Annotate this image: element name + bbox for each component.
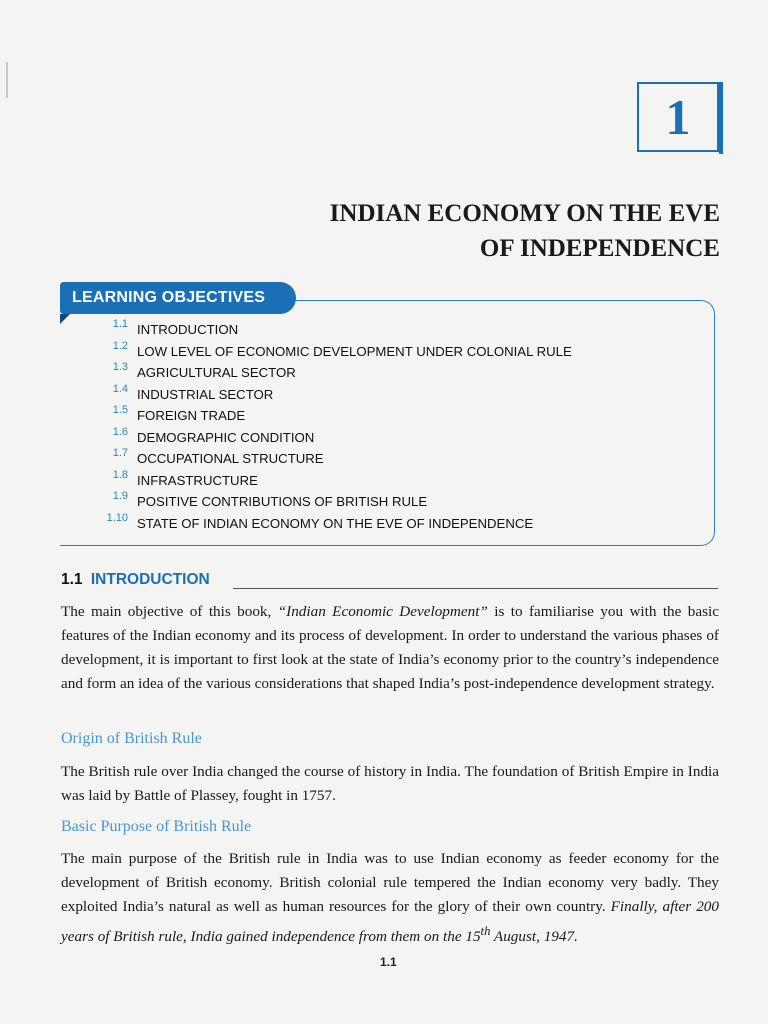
learning-objective-item [0, 447, 768, 469]
learning-objective-item [0, 469, 768, 491]
page-number: 1.1 [380, 955, 397, 969]
objective-text: INDUSTRIAL SECTOR [137, 386, 274, 402]
purpose-superscript: th [480, 924, 491, 938]
objective-text: STATE OF INDIAN ECONOMY ON THE EVE OF INDEPENDENCE [137, 515, 534, 531]
purpose-italic-end: August, 1947. [490, 928, 578, 946]
purpose-italic: Finally, after 200 years of British rule, India gained independence from them on the 15 [61, 898, 719, 946]
objective-number: 1.4 [112, 382, 128, 395]
purpose-heading: Basic Purpose of British Rule [61, 818, 252, 835]
objective-text: INTRODUCTION [137, 322, 239, 337]
learning-objective-item [0, 404, 768, 426]
objective-number: 1.1 [112, 318, 128, 330]
objective-number: 1.8 [112, 468, 128, 481]
objective-number: 1.6 [112, 425, 128, 438]
objective-text: AGRICULTURAL SECTOR [137, 365, 296, 380]
section-title: INTRODUCTION [90, 571, 210, 588]
learning-objective-item [0, 340, 768, 362]
learning-objective-item [0, 361, 768, 383]
purpose-text: The main purpose of the British rule in India was to use Indian economy as feeder economy for the development of British economy. British colonial rule tempered the Indian economy very badly. They exploited India’s natural as well as human resources for the glory of their own country. [61, 850, 719, 915]
chapter-title-line1: INDIAN ECONOMY ON THE EVE [329, 200, 720, 227]
learning-objectives-list [0, 318, 768, 533]
learning-objective-item [0, 490, 768, 512]
objective-text: DEMOGRAPHIC CONDITION [137, 429, 315, 445]
section-rule [233, 588, 718, 589]
section-number: 1.1 [61, 571, 83, 588]
margin-mark [6, 62, 8, 98]
intro-paragraph [61, 600, 719, 696]
objective-text: POSITIVE CONTRIBUTIONS OF BRITISH RULE [137, 494, 428, 509]
chapter-title-line2: OF INDEPENDENCE [479, 235, 720, 262]
objective-text: LOW LEVEL OF ECONOMIC DEVELOPMENT UNDER COLONIAL RULE [137, 343, 572, 359]
objective-number: 1.10 [106, 511, 128, 524]
learning-objective-item [0, 512, 768, 534]
learning-objective-item [0, 426, 768, 448]
chapter-title [200, 196, 720, 266]
book-title: “Indian Economic Development” [277, 603, 488, 620]
intro-text-start: The main objective of this book, [61, 603, 278, 620]
origin-heading: Origin of British Rule [61, 730, 202, 747]
chapter-number-box [637, 82, 719, 152]
origin-paragraph: The British rule over India changed the course of history in India. The foundation of British Empire in India was laid by Battle of Plassey, fought in 1757. [61, 763, 719, 804]
objective-number: 1.2 [112, 339, 128, 352]
learning-objectives-heading: LEARNING OBJECTIVES [60, 282, 296, 314]
objective-text: FOREIGN TRADE [137, 408, 246, 423]
section-heading [61, 571, 718, 593]
objective-number: 1.5 [112, 404, 128, 416]
learning-objective-item [0, 318, 768, 340]
learning-objective-item [0, 383, 768, 405]
intro-text-rest: is to familiarise you with the basic features of the Indian economy and its process of development. In order to understand the various phases of development, it is important to first look at the state of India’s economy prior to the country’s independence and form an idea of the various considerations that shaped India’s post-independence development strategy. [61, 603, 719, 692]
objective-text: INFRASTRUCTURE [137, 472, 258, 488]
chapter-number: 1 [665, 89, 691, 145]
objective-number: 1.9 [112, 490, 128, 502]
purpose-paragraph [61, 847, 719, 949]
objective-number: 1.7 [112, 447, 128, 459]
objective-text: OCCUPATIONAL STRUCTURE [137, 451, 324, 466]
objective-number: 1.3 [112, 361, 128, 373]
